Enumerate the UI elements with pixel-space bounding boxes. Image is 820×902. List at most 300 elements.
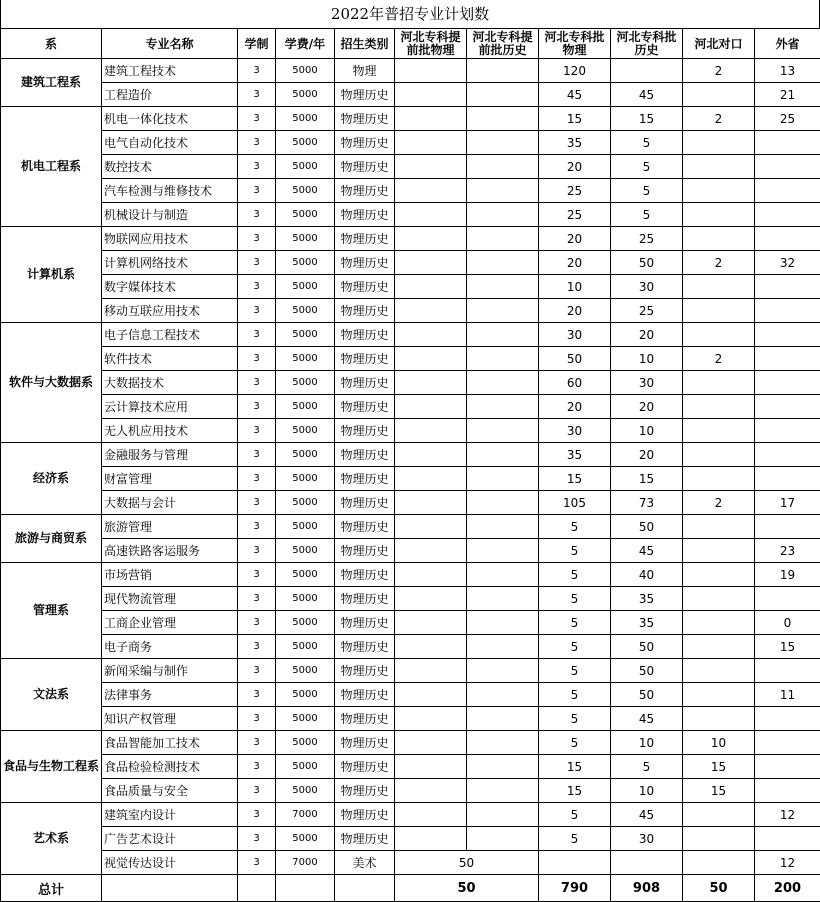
early-history-cell[interactable] [467, 275, 539, 299]
category-cell[interactable]: 物理历史 [335, 347, 395, 371]
counterpart-cell[interactable] [683, 227, 755, 251]
years-cell[interactable]: 3 [238, 467, 276, 491]
out-province-cell[interactable]: 0 [755, 611, 820, 635]
early-physics-cell[interactable] [395, 755, 467, 779]
counterpart-cell[interactable] [683, 371, 755, 395]
fee-cell[interactable]: 5000 [276, 131, 335, 155]
category-cell[interactable]: 物理 [335, 59, 395, 83]
out-province-cell[interactable] [755, 707, 820, 731]
years-cell[interactable]: 3 [238, 659, 276, 683]
early-physics-cell[interactable] [395, 731, 467, 755]
counterpart-cell[interactable] [683, 467, 755, 491]
total-empty-major[interactable] [102, 875, 238, 902]
category-cell[interactable]: 物理历史 [335, 203, 395, 227]
early-history-cell[interactable] [467, 347, 539, 371]
batch-history-cell[interactable]: 50 [611, 659, 683, 683]
counterpart-cell[interactable]: 2 [683, 107, 755, 131]
major-cell[interactable]: 工商企业管理 [102, 611, 238, 635]
category-cell[interactable]: 物理历史 [335, 227, 395, 251]
out-province-cell[interactable] [755, 779, 820, 803]
counterpart-cell[interactable]: 2 [683, 251, 755, 275]
batch-physics-cell[interactable]: 20 [539, 395, 611, 419]
batch-history-cell[interactable]: 45 [611, 83, 683, 107]
major-cell[interactable]: 高速铁路客运服务 [102, 539, 238, 563]
category-cell[interactable]: 物理历史 [335, 827, 395, 851]
total-batch-physics[interactable]: 790 [539, 875, 611, 902]
category-cell[interactable]: 物理历史 [335, 83, 395, 107]
counterpart-cell[interactable]: 2 [683, 59, 755, 83]
batch-physics-cell[interactable]: 30 [539, 419, 611, 443]
early-history-cell[interactable] [467, 659, 539, 683]
major-cell[interactable]: 数字媒体技术 [102, 275, 238, 299]
early-physics-cell[interactable] [395, 659, 467, 683]
dept-cell[interactable]: 建筑工程系 [1, 59, 102, 107]
years-cell[interactable]: 3 [238, 587, 276, 611]
counterpart-cell[interactable] [683, 299, 755, 323]
batch-physics-cell[interactable]: 5 [539, 683, 611, 707]
early-history-cell[interactable] [467, 827, 539, 851]
counterpart-cell[interactable] [683, 539, 755, 563]
batch-physics-cell[interactable]: 45 [539, 83, 611, 107]
batch-physics-cell[interactable]: 35 [539, 443, 611, 467]
years-cell[interactable]: 3 [238, 611, 276, 635]
total-counterpart[interactable]: 50 [683, 875, 755, 902]
total-out-province[interactable]: 200 [755, 875, 820, 902]
fee-cell[interactable]: 5000 [276, 59, 335, 83]
counterpart-cell[interactable] [683, 659, 755, 683]
batch-history-cell[interactable]: 10 [611, 347, 683, 371]
major-cell[interactable]: 大数据与会计 [102, 491, 238, 515]
fee-cell[interactable]: 5000 [276, 491, 335, 515]
early-physics-cell[interactable] [395, 587, 467, 611]
major-cell[interactable]: 软件技术 [102, 347, 238, 371]
early-history-cell[interactable] [467, 131, 539, 155]
category-cell[interactable]: 物理历史 [335, 419, 395, 443]
counterpart-cell[interactable]: 2 [683, 347, 755, 371]
early-physics-cell[interactable] [395, 371, 467, 395]
early-physics-cell[interactable] [395, 227, 467, 251]
batch-physics-cell[interactable]: 50 [539, 347, 611, 371]
early-batch-cell[interactable]: 50 [395, 851, 539, 875]
early-history-cell[interactable] [467, 107, 539, 131]
counterpart-cell[interactable] [683, 395, 755, 419]
counterpart-cell[interactable] [683, 827, 755, 851]
total-label[interactable]: 总计 [1, 875, 102, 902]
batch-history-cell[interactable]: 20 [611, 395, 683, 419]
early-physics-cell[interactable] [395, 203, 467, 227]
early-physics-cell[interactable] [395, 539, 467, 563]
years-cell[interactable]: 3 [238, 395, 276, 419]
major-cell[interactable]: 云计算技术应用 [102, 395, 238, 419]
batch-physics-cell[interactable]: 5 [539, 659, 611, 683]
category-cell[interactable]: 物理历史 [335, 755, 395, 779]
out-province-cell[interactable] [755, 467, 820, 491]
batch-history-cell[interactable]: 40 [611, 563, 683, 587]
major-cell[interactable]: 数控技术 [102, 155, 238, 179]
fee-cell[interactable]: 5000 [276, 371, 335, 395]
major-cell[interactable]: 建筑工程技术 [102, 59, 238, 83]
years-cell[interactable]: 3 [238, 323, 276, 347]
years-cell[interactable]: 3 [238, 131, 276, 155]
category-cell[interactable]: 物理历史 [335, 659, 395, 683]
batch-physics-cell[interactable]: 20 [539, 299, 611, 323]
out-province-cell[interactable] [755, 731, 820, 755]
major-cell[interactable]: 食品智能加工技术 [102, 731, 238, 755]
years-cell[interactable]: 3 [238, 179, 276, 203]
major-cell[interactable]: 现代物流管理 [102, 587, 238, 611]
years-cell[interactable]: 3 [238, 779, 276, 803]
category-cell[interactable]: 物理历史 [335, 275, 395, 299]
batch-physics-cell[interactable]: 15 [539, 755, 611, 779]
counterpart-cell[interactable] [683, 587, 755, 611]
category-cell[interactable]: 物理历史 [335, 371, 395, 395]
out-province-cell[interactable]: 32 [755, 251, 820, 275]
early-history-cell[interactable] [467, 539, 539, 563]
out-province-cell[interactable] [755, 275, 820, 299]
counterpart-cell[interactable] [683, 83, 755, 107]
early-physics-cell[interactable] [395, 395, 467, 419]
batch-physics-cell[interactable]: 20 [539, 227, 611, 251]
out-province-cell[interactable]: 13 [755, 59, 820, 83]
category-cell[interactable]: 物理历史 [335, 635, 395, 659]
batch-history-cell[interactable]: 25 [611, 227, 683, 251]
counterpart-cell[interactable] [683, 563, 755, 587]
early-physics-cell[interactable] [395, 803, 467, 827]
years-cell[interactable]: 3 [238, 491, 276, 515]
batch-history-cell[interactable]: 10 [611, 419, 683, 443]
batch-history-cell[interactable]: 5 [611, 755, 683, 779]
major-cell[interactable]: 大数据技术 [102, 371, 238, 395]
col-header-years[interactable]: 学制 [238, 29, 276, 59]
early-physics-cell[interactable] [395, 179, 467, 203]
out-province-cell[interactable]: 23 [755, 539, 820, 563]
fee-cell[interactable]: 5000 [276, 515, 335, 539]
total-empty-years[interactable] [238, 875, 276, 902]
batch-history-cell[interactable]: 50 [611, 683, 683, 707]
major-cell[interactable]: 电子信息工程技术 [102, 323, 238, 347]
out-province-cell[interactable]: 19 [755, 563, 820, 587]
batch-physics-cell[interactable]: 5 [539, 587, 611, 611]
major-cell[interactable]: 机械设计与制造 [102, 203, 238, 227]
years-cell[interactable]: 3 [238, 707, 276, 731]
col-header-dept[interactable]: 系 [1, 29, 102, 59]
years-cell[interactable]: 3 [238, 515, 276, 539]
early-physics-cell[interactable] [395, 779, 467, 803]
major-cell[interactable]: 移动互联应用技术 [102, 299, 238, 323]
batch-physics-cell[interactable]: 5 [539, 611, 611, 635]
early-history-cell[interactable] [467, 563, 539, 587]
category-cell[interactable]: 物理历史 [335, 779, 395, 803]
out-province-cell[interactable]: 12 [755, 803, 820, 827]
category-cell[interactable]: 物理历史 [335, 491, 395, 515]
category-cell[interactable]: 物理历史 [335, 395, 395, 419]
batch-history-cell[interactable]: 35 [611, 611, 683, 635]
category-cell[interactable]: 物理历史 [335, 731, 395, 755]
years-cell[interactable]: 3 [238, 299, 276, 323]
major-cell[interactable]: 汽车检测与维修技术 [102, 179, 238, 203]
category-cell[interactable]: 物理历史 [335, 611, 395, 635]
counterpart-cell[interactable] [683, 203, 755, 227]
major-cell[interactable]: 市场营销 [102, 563, 238, 587]
batch-history-cell[interactable]: 30 [611, 275, 683, 299]
dept-cell[interactable]: 旅游与商贸系 [1, 515, 102, 563]
years-cell[interactable]: 3 [238, 59, 276, 83]
dept-cell[interactable]: 计算机系 [1, 227, 102, 323]
batch-physics-cell[interactable]: 20 [539, 155, 611, 179]
category-cell[interactable]: 物理历史 [335, 107, 395, 131]
category-cell[interactable]: 物理历史 [335, 443, 395, 467]
major-cell[interactable]: 食品质量与安全 [102, 779, 238, 803]
early-physics-cell[interactable] [395, 467, 467, 491]
out-province-cell[interactable] [755, 347, 820, 371]
early-physics-cell[interactable] [395, 107, 467, 131]
batch-physics-cell[interactable]: 105 [539, 491, 611, 515]
counterpart-cell[interactable] [683, 851, 755, 875]
fee-cell[interactable]: 5000 [276, 539, 335, 563]
batch-history-cell[interactable]: 10 [611, 731, 683, 755]
dept-cell[interactable]: 机电工程系 [1, 107, 102, 227]
early-history-cell[interactable] [467, 467, 539, 491]
fee-cell[interactable]: 5000 [276, 227, 335, 251]
major-cell[interactable]: 物联网应用技术 [102, 227, 238, 251]
years-cell[interactable]: 3 [238, 203, 276, 227]
batch-physics-cell[interactable]: 5 [539, 515, 611, 539]
dept-cell[interactable]: 艺术系 [1, 803, 102, 875]
out-province-cell[interactable] [755, 827, 820, 851]
batch-physics-cell[interactable]: 5 [539, 731, 611, 755]
early-history-cell[interactable] [467, 635, 539, 659]
major-cell[interactable]: 新闻采编与制作 [102, 659, 238, 683]
fee-cell[interactable]: 5000 [276, 275, 335, 299]
category-cell[interactable]: 物理历史 [335, 515, 395, 539]
batch-history-cell[interactable]: 20 [611, 323, 683, 347]
fee-cell[interactable]: 5000 [276, 779, 335, 803]
batch-physics-cell[interactable]: 5 [539, 707, 611, 731]
early-physics-cell[interactable] [395, 419, 467, 443]
major-cell[interactable]: 工程造价 [102, 83, 238, 107]
early-history-cell[interactable] [467, 587, 539, 611]
fee-cell[interactable]: 5000 [276, 395, 335, 419]
years-cell[interactable]: 3 [238, 227, 276, 251]
early-history-cell[interactable] [467, 779, 539, 803]
col-header-early-history[interactable]: 河北专科提前批历史 [467, 29, 539, 59]
col-header-category[interactable]: 招生类别 [335, 29, 395, 59]
counterpart-cell[interactable] [683, 635, 755, 659]
out-province-cell[interactable] [755, 323, 820, 347]
major-cell[interactable]: 金融服务与管理 [102, 443, 238, 467]
dept-cell[interactable]: 软件与大数据系 [1, 323, 102, 443]
early-physics-cell[interactable] [395, 83, 467, 107]
early-history-cell[interactable] [467, 179, 539, 203]
counterpart-cell[interactable]: 2 [683, 491, 755, 515]
major-cell[interactable]: 财富管理 [102, 467, 238, 491]
batch-physics-cell[interactable]: 120 [539, 59, 611, 83]
batch-physics-cell[interactable]: 60 [539, 371, 611, 395]
counterpart-cell[interactable] [683, 683, 755, 707]
counterpart-cell[interactable] [683, 803, 755, 827]
batch-history-cell[interactable]: 15 [611, 467, 683, 491]
early-physics-cell[interactable] [395, 275, 467, 299]
years-cell[interactable]: 3 [238, 107, 276, 131]
early-history-cell[interactable] [467, 155, 539, 179]
batch-history-cell[interactable]: 50 [611, 515, 683, 539]
category-cell[interactable]: 美术 [335, 851, 395, 875]
out-province-cell[interactable] [755, 155, 820, 179]
out-province-cell[interactable] [755, 395, 820, 419]
col-header-counterpart[interactable]: 河北对口 [683, 29, 755, 59]
category-cell[interactable]: 物理历史 [335, 155, 395, 179]
batch-history-cell[interactable]: 25 [611, 299, 683, 323]
early-physics-cell[interactable] [395, 59, 467, 83]
major-cell[interactable]: 计算机网络技术 [102, 251, 238, 275]
fee-cell[interactable]: 5000 [276, 107, 335, 131]
counterpart-cell[interactable]: 15 [683, 755, 755, 779]
total-early[interactable]: 50 [395, 875, 539, 902]
batch-history-cell[interactable]: 5 [611, 179, 683, 203]
dept-cell[interactable]: 经济系 [1, 443, 102, 515]
category-cell[interactable]: 物理历史 [335, 131, 395, 155]
fee-cell[interactable]: 5000 [276, 467, 335, 491]
batch-physics-cell[interactable]: 10 [539, 275, 611, 299]
early-history-cell[interactable] [467, 803, 539, 827]
early-history-cell[interactable] [467, 323, 539, 347]
total-empty-fee[interactable] [276, 875, 335, 902]
out-province-cell[interactable]: 11 [755, 683, 820, 707]
major-cell[interactable]: 知识产权管理 [102, 707, 238, 731]
category-cell[interactable]: 物理历史 [335, 539, 395, 563]
col-header-batch-history[interactable]: 河北专科批历史 [611, 29, 683, 59]
dept-cell[interactable]: 管理系 [1, 563, 102, 659]
counterpart-cell[interactable]: 15 [683, 779, 755, 803]
fee-cell[interactable]: 5000 [276, 203, 335, 227]
fee-cell[interactable]: 5000 [276, 443, 335, 467]
early-history-cell[interactable] [467, 515, 539, 539]
category-cell[interactable]: 物理历史 [335, 563, 395, 587]
batch-history-cell[interactable]: 5 [611, 131, 683, 155]
counterpart-cell[interactable] [683, 419, 755, 443]
category-cell[interactable]: 物理历史 [335, 179, 395, 203]
early-physics-cell[interactable] [395, 515, 467, 539]
batch-history-cell[interactable] [611, 851, 683, 875]
early-history-cell[interactable] [467, 83, 539, 107]
batch-history-cell[interactable]: 45 [611, 539, 683, 563]
batch-history-cell[interactable]: 5 [611, 155, 683, 179]
early-physics-cell[interactable] [395, 563, 467, 587]
early-history-cell[interactable] [467, 251, 539, 275]
years-cell[interactable]: 3 [238, 803, 276, 827]
early-history-cell[interactable] [467, 731, 539, 755]
category-cell[interactable]: 物理历史 [335, 707, 395, 731]
out-province-cell[interactable]: 12 [755, 851, 820, 875]
counterpart-cell[interactable] [683, 515, 755, 539]
out-province-cell[interactable]: 15 [755, 635, 820, 659]
out-province-cell[interactable] [755, 419, 820, 443]
early-history-cell[interactable] [467, 707, 539, 731]
category-cell[interactable]: 物理历史 [335, 251, 395, 275]
out-province-cell[interactable] [755, 755, 820, 779]
years-cell[interactable]: 3 [238, 563, 276, 587]
major-cell[interactable]: 旅游管理 [102, 515, 238, 539]
counterpart-cell[interactable] [683, 323, 755, 347]
early-physics-cell[interactable] [395, 251, 467, 275]
col-header-fee[interactable]: 学费/年 [276, 29, 335, 59]
category-cell[interactable]: 物理历史 [335, 323, 395, 347]
early-physics-cell[interactable] [395, 347, 467, 371]
years-cell[interactable]: 3 [238, 83, 276, 107]
batch-physics-cell[interactable]: 25 [539, 179, 611, 203]
out-province-cell[interactable] [755, 587, 820, 611]
early-history-cell[interactable] [467, 491, 539, 515]
batch-physics-cell[interactable]: 5 [539, 827, 611, 851]
early-physics-cell[interactable] [395, 131, 467, 155]
years-cell[interactable]: 3 [238, 755, 276, 779]
years-cell[interactable]: 3 [238, 371, 276, 395]
early-history-cell[interactable] [467, 203, 539, 227]
batch-history-cell[interactable]: 10 [611, 779, 683, 803]
batch-physics-cell[interactable]: 35 [539, 131, 611, 155]
years-cell[interactable]: 3 [238, 347, 276, 371]
major-cell[interactable]: 无人机应用技术 [102, 419, 238, 443]
fee-cell[interactable]: 5000 [276, 755, 335, 779]
batch-physics-cell[interactable]: 5 [539, 563, 611, 587]
early-physics-cell[interactable] [395, 827, 467, 851]
counterpart-cell[interactable]: 10 [683, 731, 755, 755]
batch-physics-cell[interactable]: 15 [539, 107, 611, 131]
counterpart-cell[interactable] [683, 179, 755, 203]
major-cell[interactable]: 视觉传达设计 [102, 851, 238, 875]
fee-cell[interactable]: 5000 [276, 179, 335, 203]
batch-history-cell[interactable]: 15 [611, 107, 683, 131]
out-province-cell[interactable] [755, 443, 820, 467]
fee-cell[interactable]: 5000 [276, 635, 335, 659]
early-history-cell[interactable] [467, 755, 539, 779]
early-physics-cell[interactable] [395, 683, 467, 707]
early-history-cell[interactable] [467, 683, 539, 707]
early-physics-cell[interactable] [395, 443, 467, 467]
batch-physics-cell[interactable]: 15 [539, 779, 611, 803]
early-physics-cell[interactable] [395, 155, 467, 179]
fee-cell[interactable]: 5000 [276, 251, 335, 275]
early-physics-cell[interactable] [395, 323, 467, 347]
fee-cell[interactable]: 5000 [276, 419, 335, 443]
col-header-major[interactable]: 专业名称 [102, 29, 238, 59]
years-cell[interactable]: 3 [238, 731, 276, 755]
early-physics-cell[interactable] [395, 611, 467, 635]
batch-history-cell[interactable]: 73 [611, 491, 683, 515]
early-history-cell[interactable] [467, 419, 539, 443]
batch-history-cell[interactable]: 5 [611, 203, 683, 227]
category-cell[interactable]: 物理历史 [335, 467, 395, 491]
fee-cell[interactable]: 5000 [276, 659, 335, 683]
fee-cell[interactable]: 7000 [276, 803, 335, 827]
early-history-cell[interactable] [467, 371, 539, 395]
major-cell[interactable]: 电子商务 [102, 635, 238, 659]
major-cell[interactable]: 机电一体化技术 [102, 107, 238, 131]
early-history-cell[interactable] [467, 227, 539, 251]
fee-cell[interactable]: 5000 [276, 323, 335, 347]
batch-physics-cell[interactable]: 20 [539, 251, 611, 275]
early-history-cell[interactable] [467, 611, 539, 635]
major-cell[interactable]: 广告艺术设计 [102, 827, 238, 851]
out-province-cell[interactable] [755, 227, 820, 251]
fee-cell[interactable]: 5000 [276, 299, 335, 323]
batch-history-cell[interactable] [611, 59, 683, 83]
batch-history-cell[interactable]: 45 [611, 707, 683, 731]
fee-cell[interactable]: 5000 [276, 563, 335, 587]
major-cell[interactable]: 食品检验检测技术 [102, 755, 238, 779]
batch-physics-cell[interactable]: 5 [539, 635, 611, 659]
years-cell[interactable]: 3 [238, 635, 276, 659]
